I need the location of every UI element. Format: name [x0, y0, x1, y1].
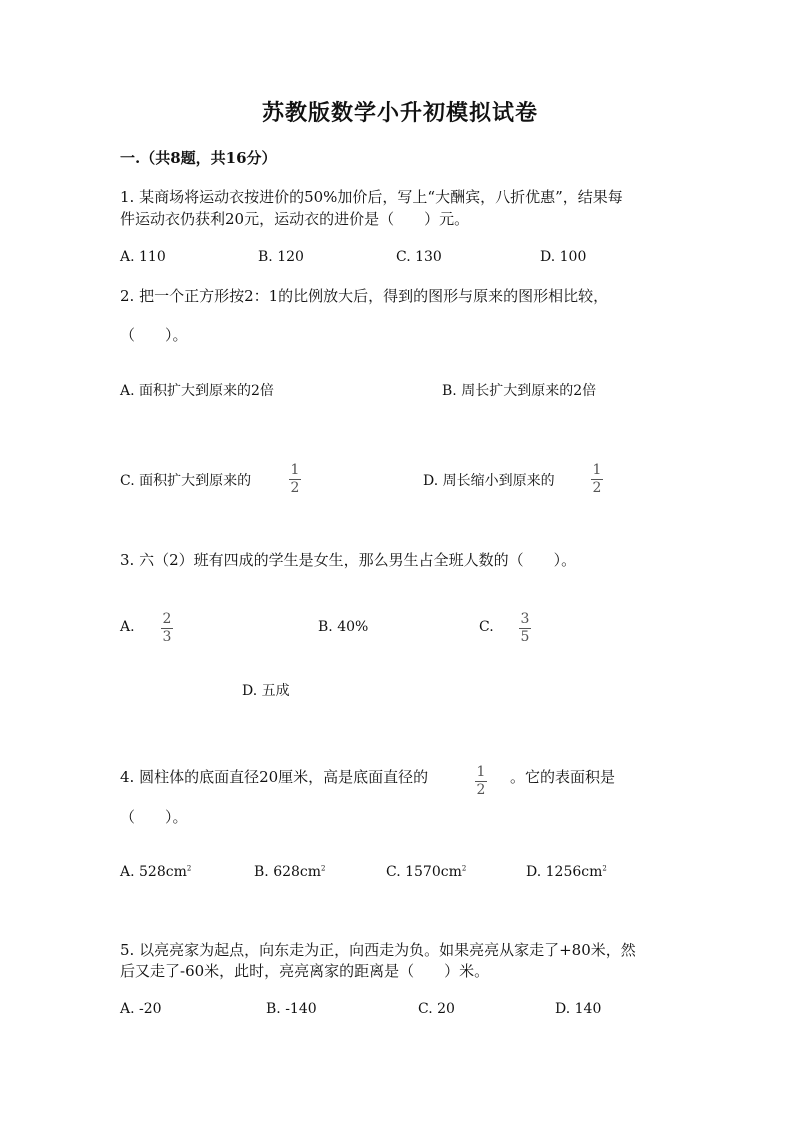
q2-option-b: B. 周长扩大到原来的2倍	[442, 383, 597, 399]
q4-option-a	[120, 864, 191, 880]
q1-option-c: C. 130	[396, 249, 442, 265]
question-3-line-1: 3. 六（2）班有四成的学生是女生，那么男生占全班人数的（ ）。	[120, 551, 577, 569]
q3-option-d: D. 五成	[242, 683, 290, 699]
q3-option-a-fraction	[161, 612, 173, 645]
question-1-line-2: 件运动衣仍获利20元，运动衣的进价是（ ）元。	[120, 210, 470, 228]
q4-option-b	[254, 864, 326, 880]
section-heading: 一.（共8题，共16分）	[120, 149, 277, 167]
fraction-numerator: 1	[476, 764, 486, 780]
q5-option-c: C. 20	[418, 1001, 455, 1017]
fraction-denominator: 2	[592, 480, 602, 496]
unit-superscript: 2	[186, 864, 192, 873]
q3-option-c-fraction	[519, 612, 531, 645]
q4-option-d	[526, 864, 607, 880]
q3-option-a: A.	[120, 619, 135, 635]
fraction-denominator: 3	[162, 629, 172, 645]
question-1-line-1: 1. 某商场将运动衣按进价的50%加价后，写上“大酬宾，八折优惠”，结果每	[120, 188, 623, 206]
q5-option-d: D. 140	[555, 1001, 602, 1017]
q4-inline-fraction	[475, 765, 487, 798]
question-5-line-1: 5. 以亮亮家为起点，向东走为正，向西走为负。如果亮亮从家走了+80米，然	[120, 941, 636, 959]
question-4-line-1-tail: 。它的表面积是	[510, 768, 616, 786]
unit-superscript: 2	[321, 864, 326, 873]
q2-option-a: A. 面积扩大到原来的2倍	[120, 383, 274, 399]
fraction-numerator: 1	[592, 462, 602, 478]
fraction-denominator: 5	[520, 629, 530, 645]
fraction-denominator: 2	[476, 782, 486, 798]
q5-option-a: A. -20	[120, 1001, 162, 1017]
q1-option-d: D. 100	[540, 249, 587, 265]
question-5-line-2: 后又走了-60米，此时，亮亮离家的距离是（ ）米。	[120, 962, 490, 980]
q1-option-b: B. 120	[258, 249, 304, 265]
q5-option-b: B. -140	[266, 1001, 317, 1017]
unit-superscript: 2	[602, 864, 607, 873]
q2-option-c-fraction	[289, 463, 301, 496]
q4-option-d-text: D. 1256cm	[526, 864, 603, 880]
fraction-numerator: 3	[520, 611, 530, 627]
unit-superscript: 2	[461, 864, 467, 873]
question-2-line-2: （ ）。	[120, 326, 188, 344]
q3-option-c: C.	[479, 619, 494, 635]
fraction-numerator: 2	[162, 611, 172, 627]
question-2-line-1: 2. 把一个正方形按2：1的比例放大后，得到的图形与原来的图形相比较，	[120, 287, 609, 305]
q4-option-a-text: A. 528cm	[120, 864, 187, 880]
question-4-line-1: 4. 圆柱体的底面直径20厘米，高是底面直径的	[120, 768, 429, 786]
q2-option-d-fraction	[591, 463, 603, 496]
q4-option-c-text: C. 1570cm	[386, 864, 462, 880]
question-4-line-2: （ ）。	[120, 808, 188, 826]
q1-option-a: A. 110	[120, 249, 166, 265]
q4-option-c	[386, 864, 466, 880]
q2-option-c: C. 面积扩大到原来的	[120, 473, 252, 489]
page-title: 苏教版数学小升初模拟试卷	[261, 100, 538, 126]
q4-option-b-text: B. 628cm	[254, 864, 322, 880]
fraction-denominator: 2	[290, 480, 300, 496]
fraction-numerator: 1	[290, 462, 300, 478]
q2-option-d: D. 周长缩小到原来的	[423, 473, 555, 489]
q3-option-b: B. 40%	[318, 619, 369, 635]
